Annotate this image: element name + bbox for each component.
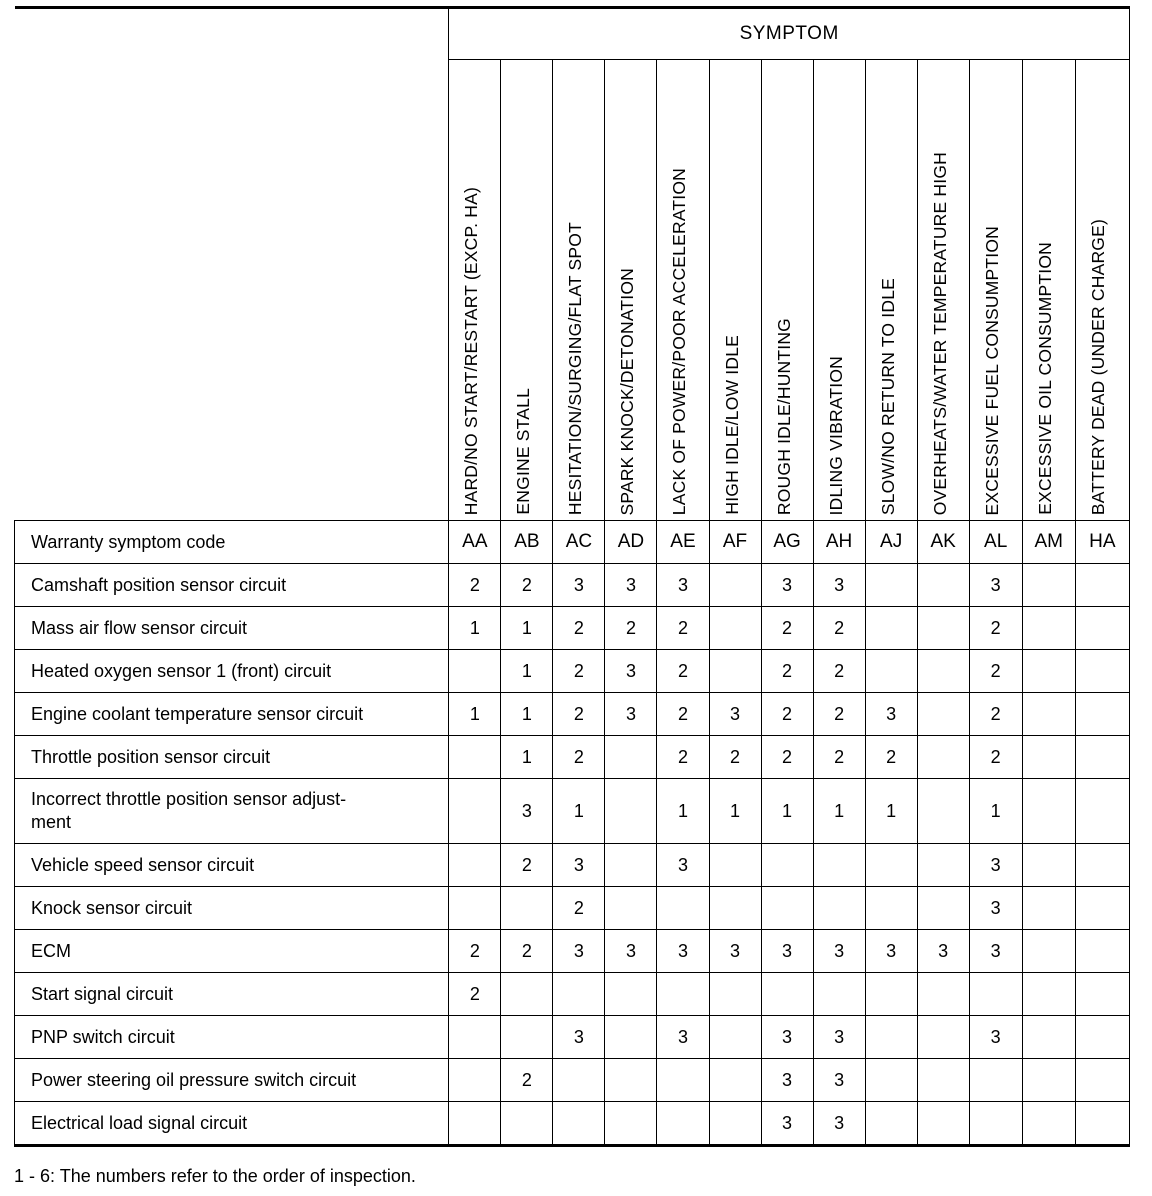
- inspection-order-cell: [813, 887, 865, 930]
- inspection-order-cell: [605, 1016, 657, 1059]
- inspection-order-cell: [1075, 887, 1129, 930]
- inspection-order-cell: [1075, 564, 1129, 607]
- inspection-order-cell: [865, 887, 917, 930]
- inspection-order-cell: 3: [501, 779, 553, 844]
- inspection-order-cell: [761, 973, 813, 1016]
- inspection-order-cell: [449, 650, 501, 693]
- inspection-order-cell: [813, 844, 865, 887]
- inspection-order-cell: 2: [865, 736, 917, 779]
- column-header-label: HESITATION/SURGING/FLAT SPOT: [565, 221, 586, 515]
- inspection-order-cell: [657, 973, 709, 1016]
- inspection-order-cell: [917, 887, 969, 930]
- inspection-order-cell: [917, 650, 969, 693]
- symptom-code-cell: AE: [657, 521, 709, 564]
- table-row: [15, 844, 1130, 887]
- inspection-order-cell: [1022, 564, 1075, 607]
- inspection-order-cell: 1: [553, 779, 605, 844]
- inspection-order-cell: 2: [969, 693, 1022, 736]
- inspection-order-cell: 2: [969, 650, 1022, 693]
- row-label: Power steering oil pressure switch circuit: [15, 1059, 449, 1102]
- inspection-order-cell: [605, 844, 657, 887]
- inspection-order-cell: [553, 1102, 605, 1146]
- inspection-order-cell: 2: [553, 693, 605, 736]
- table-row: [15, 930, 1130, 973]
- inspection-order-cell: [917, 1102, 969, 1146]
- inspection-order-cell: 2: [813, 693, 865, 736]
- inspection-order-cell: [1022, 650, 1075, 693]
- inspection-order-cell: 3: [969, 564, 1022, 607]
- row-label-line: ment: [31, 812, 72, 832]
- table-row: [15, 650, 1130, 693]
- inspection-order-cell: 3: [657, 930, 709, 973]
- inspection-order-cell: 2: [449, 973, 501, 1016]
- inspection-order-cell: [1022, 607, 1075, 650]
- inspection-order-cell: [605, 736, 657, 779]
- inspection-order-cell: [553, 1059, 605, 1102]
- row-label: Camshaft position sensor circuit: [15, 564, 449, 607]
- column-header-label: HARD/NO START/RESTART (EXCP. HA): [461, 186, 482, 515]
- inspection-order-cell: 2: [501, 564, 553, 607]
- inspection-order-cell: [969, 1102, 1022, 1146]
- column-header-10: [969, 60, 1022, 521]
- inspection-order-cell: 2: [657, 650, 709, 693]
- inspection-order-cell: 1: [501, 607, 553, 650]
- inspection-order-cell: 3: [813, 1102, 865, 1146]
- inspection-order-cell: [1075, 1102, 1129, 1146]
- inspection-order-cell: [449, 736, 501, 779]
- inspection-order-cell: [969, 973, 1022, 1016]
- inspection-order-cell: [501, 1016, 553, 1059]
- inspection-order-cell: [1022, 844, 1075, 887]
- inspection-order-cell: [657, 1059, 709, 1102]
- inspection-order-cell: 1: [501, 736, 553, 779]
- warranty-code-row: [15, 521, 1130, 564]
- column-header-label: OVERHEATS/WATER TEMPERATURE HIGH: [929, 151, 950, 515]
- inspection-order-cell: 1: [709, 779, 761, 844]
- inspection-order-cell: 2: [657, 607, 709, 650]
- inspection-order-cell: 3: [761, 564, 813, 607]
- column-header-12: [1075, 60, 1129, 521]
- inspection-order-cell: [501, 1102, 553, 1146]
- inspection-order-cell: 2: [813, 607, 865, 650]
- inspection-order-cell: 3: [553, 844, 605, 887]
- inspection-order-cell: 3: [553, 564, 605, 607]
- inspection-order-cell: [761, 887, 813, 930]
- row-label: Knock sensor circuit: [15, 887, 449, 930]
- inspection-order-cell: [761, 844, 813, 887]
- column-header-label: HIGH IDLE/LOW IDLE: [721, 335, 742, 515]
- inspection-order-cell: [449, 887, 501, 930]
- inspection-order-cell: 1: [969, 779, 1022, 844]
- inspection-order-cell: 2: [449, 930, 501, 973]
- inspection-order-cell: 1: [501, 650, 553, 693]
- inspection-order-cell: 2: [449, 564, 501, 607]
- column-header-5: [709, 60, 761, 521]
- table-row: [15, 1059, 1130, 1102]
- symptom-code-cell: AM: [1022, 521, 1075, 564]
- inspection-order-cell: 3: [553, 1016, 605, 1059]
- table-row: [15, 887, 1130, 930]
- column-header-0: [449, 60, 501, 521]
- inspection-order-cell: 3: [657, 844, 709, 887]
- column-header-2: [553, 60, 605, 521]
- column-header-4: [657, 60, 709, 521]
- row-label: ECM: [15, 930, 449, 973]
- inspection-order-cell: 2: [969, 736, 1022, 779]
- inspection-order-cell: [865, 1102, 917, 1146]
- inspection-order-cell: 2: [761, 693, 813, 736]
- inspection-order-cell: 1: [657, 779, 709, 844]
- column-header-8: [865, 60, 917, 521]
- symptom-header: SYMPTOM: [449, 8, 1130, 60]
- table-row: [15, 779, 1130, 844]
- inspection-order-cell: [709, 887, 761, 930]
- inspection-order-cell: [865, 1059, 917, 1102]
- inspection-order-cell: 2: [709, 736, 761, 779]
- inspection-order-cell: [449, 1059, 501, 1102]
- corner-blank: [15, 8, 449, 521]
- column-header-3: [605, 60, 657, 521]
- inspection-order-cell: 1: [761, 779, 813, 844]
- inspection-order-cell: [709, 650, 761, 693]
- inspection-order-cell: 3: [969, 887, 1022, 930]
- row-label: Throttle position sensor circuit: [15, 736, 449, 779]
- symptom-table: [14, 6, 1130, 1147]
- inspection-order-cell: [709, 844, 761, 887]
- inspection-order-cell: 2: [657, 736, 709, 779]
- inspection-order-cell: [709, 607, 761, 650]
- inspection-order-cell: 3: [761, 1102, 813, 1146]
- symptom-code-cell: HA: [1075, 521, 1129, 564]
- inspection-order-cell: [1075, 844, 1129, 887]
- inspection-order-cell: 1: [813, 779, 865, 844]
- inspection-order-cell: [1075, 779, 1129, 844]
- inspection-order-cell: 3: [761, 1059, 813, 1102]
- table-row: [15, 973, 1130, 1016]
- inspection-order-cell: [865, 1016, 917, 1059]
- inspection-order-cell: 3: [813, 1016, 865, 1059]
- inspection-order-cell: 3: [761, 930, 813, 973]
- symptom-code-cell: AA: [449, 521, 501, 564]
- column-header-6: [761, 60, 813, 521]
- inspection-order-cell: 3: [917, 930, 969, 973]
- inspection-order-cell: [865, 844, 917, 887]
- column-header-label: ROUGH IDLE/HUNTING: [773, 317, 794, 515]
- inspection-order-cell: 3: [969, 844, 1022, 887]
- inspection-order-cell: [1075, 973, 1129, 1016]
- inspection-order-cell: [1075, 736, 1129, 779]
- inspection-order-cell: [917, 1059, 969, 1102]
- inspection-order-cell: 2: [553, 736, 605, 779]
- inspection-order-cell: 3: [813, 930, 865, 973]
- inspection-order-cell: [1075, 930, 1129, 973]
- inspection-order-cell: 1: [449, 693, 501, 736]
- inspection-order-cell: [449, 779, 501, 844]
- column-header-label: BATTERY DEAD (UNDER CHARGE): [1087, 218, 1108, 515]
- table-row: [15, 736, 1130, 779]
- inspection-order-cell: [917, 779, 969, 844]
- column-header-label: IDLING VIBRATION: [825, 355, 846, 515]
- row-label: Mass air flow sensor circuit: [15, 607, 449, 650]
- inspection-order-cell: 3: [553, 930, 605, 973]
- inspection-order-cell: 2: [813, 736, 865, 779]
- symptom-code-cell: AL: [969, 521, 1022, 564]
- symptom-matrix: [14, 6, 1130, 1147]
- row-label: Warranty symptom code: [15, 521, 449, 564]
- column-header-label: EXCESSIVE OIL CONSUMPTION: [1034, 242, 1055, 515]
- row-label: Electrical load signal circuit: [15, 1102, 449, 1146]
- inspection-order-cell: 2: [605, 607, 657, 650]
- inspection-order-cell: [1022, 779, 1075, 844]
- inspection-order-cell: 3: [605, 693, 657, 736]
- inspection-order-cell: [969, 1059, 1022, 1102]
- inspection-order-cell: 2: [761, 650, 813, 693]
- inspection-order-cell: [709, 973, 761, 1016]
- inspection-order-cell: 3: [969, 930, 1022, 973]
- inspection-order-cell: [865, 607, 917, 650]
- table-row: [15, 607, 1130, 650]
- inspection-order-cell: [917, 607, 969, 650]
- inspection-order-cell: [553, 973, 605, 1016]
- inspection-order-cell: [501, 887, 553, 930]
- column-header-9: [917, 60, 969, 521]
- column-header-1: [501, 60, 553, 521]
- inspection-order-cell: 3: [657, 564, 709, 607]
- inspection-order-cell: 3: [605, 564, 657, 607]
- column-header-label: LACK OF POWER/POOR ACCELERATION: [669, 167, 690, 515]
- column-header-11: [1022, 60, 1075, 521]
- inspection-order-cell: 2: [657, 693, 709, 736]
- inspection-order-cell: [1075, 1059, 1129, 1102]
- column-header-label: SPARK KNOCK/DETONATION: [617, 267, 638, 515]
- inspection-order-cell: [449, 1016, 501, 1059]
- inspection-order-cell: [917, 693, 969, 736]
- inspection-order-cell: [865, 973, 917, 1016]
- inspection-order-cell: 3: [761, 1016, 813, 1059]
- inspection-order-cell: [865, 650, 917, 693]
- inspection-order-cell: [917, 844, 969, 887]
- column-header-label: SLOW/NO RETURN TO IDLE: [877, 277, 898, 515]
- inspection-order-cell: [605, 1059, 657, 1102]
- inspection-order-cell: [917, 973, 969, 1016]
- inspection-order-cell: [657, 1102, 709, 1146]
- inspection-order-cell: [605, 887, 657, 930]
- row-label: Heated oxygen sensor 1 (front) circuit: [15, 650, 449, 693]
- row-label: Engine coolant temperature sensor circuit: [15, 693, 449, 736]
- inspection-order-cell: [657, 887, 709, 930]
- inspection-order-cell: 1: [865, 779, 917, 844]
- table-row: [15, 564, 1130, 607]
- inspection-order-cell: 3: [813, 564, 865, 607]
- inspection-order-cell: [709, 1059, 761, 1102]
- inspection-order-cell: 3: [865, 693, 917, 736]
- inspection-order-cell: 3: [709, 693, 761, 736]
- inspection-order-cell: [1022, 736, 1075, 779]
- row-label: Start signal circuit: [15, 973, 449, 1016]
- inspection-order-cell: [917, 564, 969, 607]
- table-row: [15, 1102, 1130, 1146]
- inspection-order-cell: 3: [605, 650, 657, 693]
- symptom-code-cell: AC: [553, 521, 605, 564]
- symptom-code-cell: AK: [917, 521, 969, 564]
- inspection-order-cell: [605, 973, 657, 1016]
- inspection-order-cell: 1: [501, 693, 553, 736]
- inspection-order-cell: 2: [501, 844, 553, 887]
- symptom-code-cell: AD: [605, 521, 657, 564]
- inspection-order-cell: [1022, 930, 1075, 973]
- inspection-order-cell: [1075, 693, 1129, 736]
- inspection-order-cell: [449, 1102, 501, 1146]
- inspection-order-cell: [1075, 1016, 1129, 1059]
- column-header-7: [813, 60, 865, 521]
- row-label: Vehicle speed sensor circuit: [15, 844, 449, 887]
- inspection-order-cell: [709, 1102, 761, 1146]
- inspection-order-cell: 3: [865, 930, 917, 973]
- inspection-order-cell: 3: [813, 1059, 865, 1102]
- row-label-line: Incorrect throttle position sensor adjust-: [31, 789, 347, 809]
- inspection-order-cell: [449, 844, 501, 887]
- table-row: [15, 1016, 1130, 1059]
- inspection-order-cell: [605, 1102, 657, 1146]
- inspection-order-cell: 3: [969, 1016, 1022, 1059]
- column-header-label: ENGINE STALL: [513, 388, 534, 515]
- inspection-order-cell: 2: [501, 930, 553, 973]
- footnote: 1 - 6: The numbers refer to the order of inspection.: [14, 1166, 416, 1186]
- inspection-order-cell: 2: [553, 650, 605, 693]
- inspection-order-cell: 2: [813, 650, 865, 693]
- inspection-order-cell: [1022, 1102, 1075, 1146]
- inspection-order-cell: [917, 1016, 969, 1059]
- inspection-order-cell: [1022, 973, 1075, 1016]
- row-label: [15, 779, 449, 844]
- inspection-order-cell: 2: [761, 736, 813, 779]
- inspection-order-cell: 3: [657, 1016, 709, 1059]
- inspection-order-cell: [709, 1016, 761, 1059]
- symptom-code-cell: AG: [761, 521, 813, 564]
- inspection-order-cell: [813, 973, 865, 1016]
- inspection-order-cell: [1022, 693, 1075, 736]
- inspection-order-cell: 2: [501, 1059, 553, 1102]
- inspection-order-cell: 2: [761, 607, 813, 650]
- inspection-order-cell: [1075, 650, 1129, 693]
- column-header-label: EXCESSIVE FUEL CONSUMPTION: [981, 225, 1002, 515]
- symptom-code-cell: AH: [813, 521, 865, 564]
- inspection-order-cell: [501, 973, 553, 1016]
- inspection-order-cell: 2: [553, 607, 605, 650]
- inspection-order-cell: 3: [709, 930, 761, 973]
- inspection-order-cell: [865, 564, 917, 607]
- inspection-order-cell: 2: [969, 607, 1022, 650]
- inspection-order-cell: 3: [605, 930, 657, 973]
- inspection-order-cell: [1022, 1016, 1075, 1059]
- inspection-order-cell: [709, 564, 761, 607]
- symptom-code-cell: AJ: [865, 521, 917, 564]
- inspection-order-cell: 2: [553, 887, 605, 930]
- table-row: [15, 693, 1130, 736]
- inspection-order-cell: [1075, 607, 1129, 650]
- inspection-order-cell: [605, 779, 657, 844]
- inspection-order-cell: [917, 736, 969, 779]
- inspection-order-cell: [1022, 887, 1075, 930]
- row-label: PNP switch circuit: [15, 1016, 449, 1059]
- symptom-code-cell: AB: [501, 521, 553, 564]
- symptom-code-cell: AF: [709, 521, 761, 564]
- inspection-order-cell: [1022, 1059, 1075, 1102]
- inspection-order-cell: 1: [449, 607, 501, 650]
